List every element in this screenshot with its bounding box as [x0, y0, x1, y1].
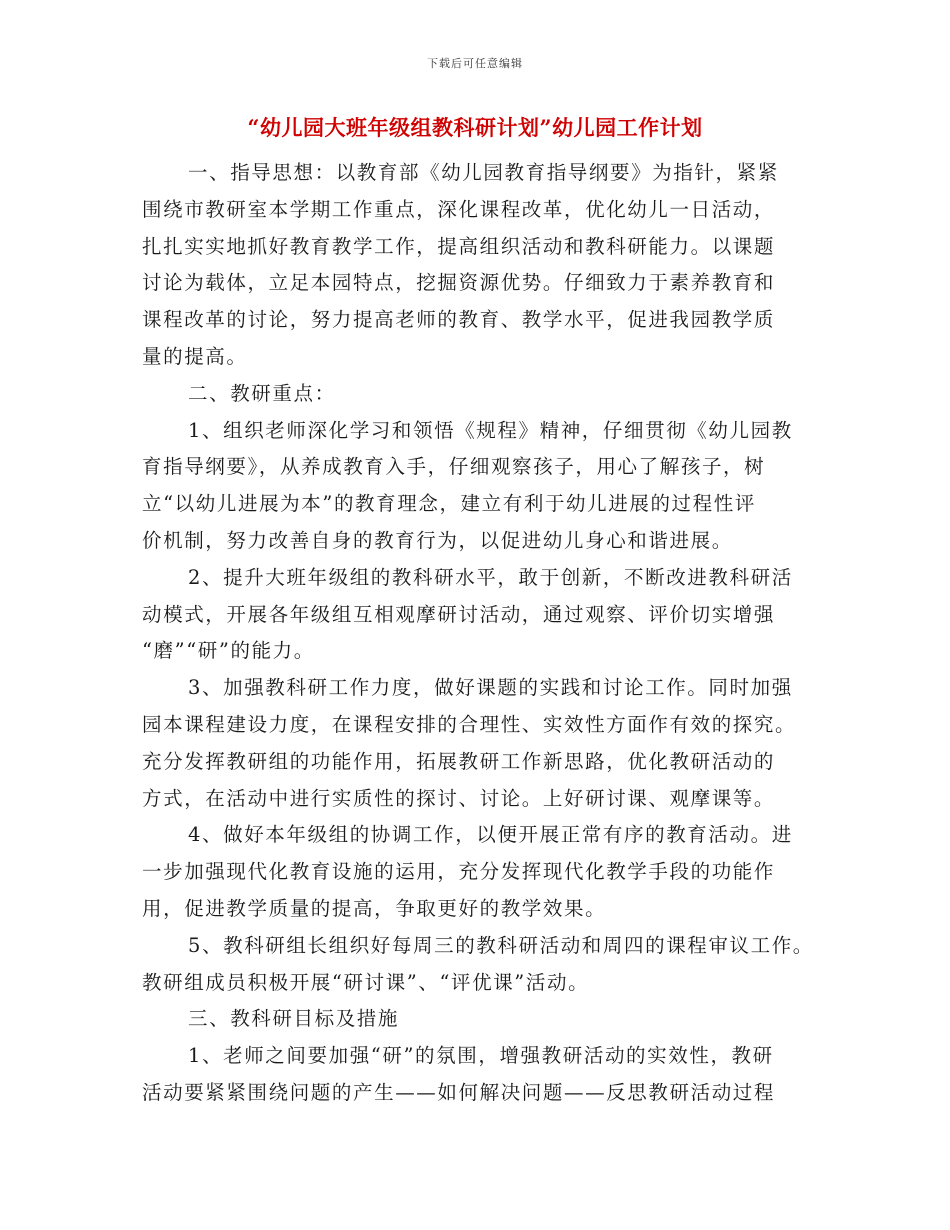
body-line: 课程改革的讨论，努力提高老师的教育、教学水平，促进我园教学质 [142, 308, 776, 332]
body-line: 一、指导思想：以教育部《幼儿园教育指导纲要》为指针，紧紧 [188, 161, 779, 184]
body-line: 充分发挥教研组的功能作用，拓展教研工作新思路，优化教研活动的 [142, 749, 776, 773]
document-body [142, 155, 822, 1112]
body-line: 讨论为载体，立足本园特点，挖掘资源优势。仔细致力于素养教育和 [142, 271, 776, 295]
body-line: 用，促进教学质量的提高，争取更好的教学效果。 [142, 896, 607, 920]
body-line: 教研组成员积极开展“研讨课”、“评优课”活动。 [142, 970, 590, 994]
body-line: 3、加强教科研工作力度，做好课题的实践和讨论工作。同时加强 [188, 676, 793, 700]
body-line: 量的提高。 [142, 344, 248, 368]
body-line: 立“以幼儿进展为本”的教育理念，建立有利于幼儿进展的过程性评 [142, 492, 756, 516]
body-line: 活动要紧紧围绕问题的产生——如何解决问题——反思教研活动过程 [142, 1080, 776, 1104]
body-line: 育指导纲要》，从养成教育入手，仔细观察孩子，用心了解孩子，树 [142, 455, 766, 479]
body-line: 扎扎实实地抓好教育教学工作，提高组织活动和教科研能力。以课题 [142, 234, 776, 258]
body-line: 动模式，开展各年级组互相观摩研讨活动，通过观察、评价切实增强 [142, 602, 776, 626]
body-line: 二、教研重点： [188, 381, 336, 405]
body-line: 5、教科研组长组织好每周三的教科研活动和周四的课程审议工作。 [188, 933, 814, 957]
body-line: 价机制，努力改善自身的教育行为，以促进幼儿身心和谐进展。 [142, 528, 733, 552]
body-line: 方式，在活动中进行实质性的探讨、讨论。上好研讨课、观摩课等。 [142, 786, 776, 810]
body-line: 一步加强现代化教育设施的运用，充分发挥现代化教学手段的功能作 [142, 860, 776, 884]
body-line: 三、教科研目标及措施 [188, 1007, 400, 1031]
body-line: 园本课程建设力度，在课程安排的合理性、实效性方面作有效的探究。 [142, 712, 797, 736]
body-line: 4、做好本年级组的协调工作，以便开展正常有序的教育活动。进 [188, 823, 793, 847]
body-line: 1、组织老师深化学习和领悟《规程》精神，仔细贯彻《幼儿园教 [188, 418, 793, 442]
body-line: 1、老师之间要加强“研”的氛围，增强教研活动的实效性，教研 [188, 1044, 774, 1068]
body-line: 2、提升大班年级组的教科研水平，敢于创新，不断改进教科研活 [188, 565, 793, 589]
body-line: “磨”“研”的能力。 [142, 639, 315, 663]
page-header-note: 下载后可任意编辑 [427, 57, 523, 70]
body-line: 围绕市教研室本学期工作重点，深化课程改革，优化幼儿一日活动， [142, 197, 776, 221]
document-title: “幼儿园大班年级组教科研计划”幼儿园工作计划 [247, 115, 703, 140]
